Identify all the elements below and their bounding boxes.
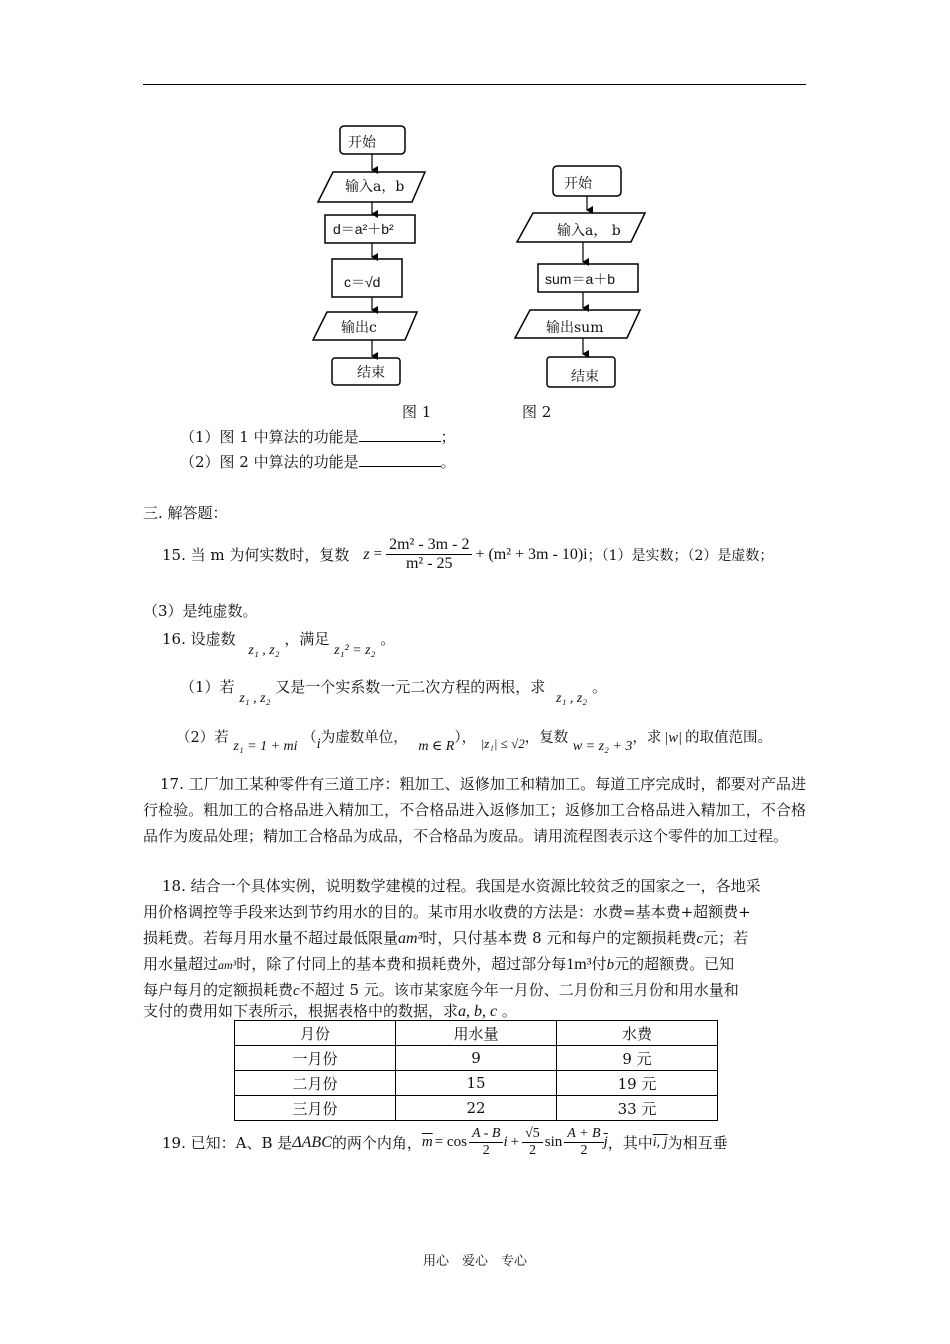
q19-frac-2	[522, 1126, 543, 1159]
q18-l4-1m3: 1m³	[566, 956, 592, 973]
q19-f1-num: A - B	[469, 1126, 504, 1143]
fc2-end-label: 结束	[571, 369, 599, 385]
q16-p2-complex: ，复数	[524, 730, 569, 746]
q15-numerator: 2m² - 3m - 2	[386, 536, 472, 555]
q14-line-1	[180, 426, 456, 447]
q16-end: 。	[380, 630, 396, 648]
table-row	[235, 1046, 718, 1071]
table-cell: 9	[396, 1046, 557, 1071]
q16-p2-end: 的取值范围。	[685, 730, 773, 746]
table-cell: 一月份	[235, 1046, 396, 1071]
q19-f3-num: A + B	[564, 1126, 603, 1143]
fc1-end-label: 结束	[357, 365, 385, 381]
answer-blank-2[interactable]	[359, 452, 441, 467]
table-row	[235, 1096, 718, 1121]
q16-line-1	[162, 628, 396, 658]
q16-p2-absw: |w|	[664, 730, 683, 746]
q19-eq-cos: = cos	[434, 1134, 467, 1150]
q14-line-1-end: ；	[440, 428, 456, 446]
q18-l4a: 用水量超过	[143, 955, 219, 973]
q19-f3-den: 2	[580, 1143, 588, 1158]
q19-line-1	[162, 1126, 728, 1159]
q19-plus: +	[510, 1134, 520, 1150]
table-cell: 9 元	[557, 1046, 718, 1071]
q15-eq: =	[373, 546, 383, 562]
q19-frac-1	[469, 1126, 504, 1159]
table-cell: 19 元	[557, 1071, 718, 1096]
q15-z: z	[363, 545, 370, 563]
q16-p2-z1: z₁ = 1 + mi	[233, 739, 298, 754]
table-header-cell: 水费	[557, 1021, 718, 1046]
fc2-output-label: 输出sum	[546, 320, 604, 336]
q16-condition: z₁² = z₂	[334, 643, 376, 658]
q19-triangle: ΔABC	[292, 1133, 332, 1151]
q18-l5-c: c	[293, 983, 300, 999]
q19-f2-den: 2	[528, 1143, 536, 1158]
q16-p1-end: 。	[591, 678, 607, 696]
water-fee-table	[234, 1020, 718, 1121]
q18-line-5	[143, 979, 739, 1000]
q18-l5b: 不超过 5 元。该市某家庭今年一月份、二月份和三月份和用水量和	[299, 981, 739, 999]
q19-mid: 的两个内角，	[331, 1134, 422, 1152]
table-cell: 33 元	[557, 1096, 718, 1121]
q18-l6b: 。	[497, 1002, 517, 1020]
q18-l4-b: b	[606, 957, 615, 973]
q16-p2-find: ，求	[632, 730, 662, 746]
answer-blank-1[interactable]	[359, 427, 441, 442]
q16-part-2	[176, 726, 773, 754]
q16-part-1	[180, 676, 607, 706]
section-3-heading: 三. 解答题：	[143, 504, 228, 522]
q18-line-6	[143, 1000, 517, 1021]
table-cell: 二月份	[235, 1071, 396, 1096]
q18-l4b: 时，除了付同上的基本费和损耗费外，超过部分每	[236, 955, 567, 973]
q15-lead: 15. 当 m 为何实数时，复数	[162, 546, 350, 564]
fc1-start-label: 开始	[348, 135, 376, 151]
q18-l3d: 元；若	[703, 929, 749, 947]
header-rule	[143, 84, 806, 85]
table-cell: 22	[396, 1096, 557, 1121]
q19-j: $\overline{j}$	[603, 1134, 608, 1150]
fc2-start-label: 开始	[564, 176, 592, 192]
q16-p2-i: i	[316, 736, 321, 752]
q15-denominator: m² - 25	[405, 555, 453, 572]
q16-p1-z2: z₁ , z₂	[556, 691, 588, 706]
q17-paragraph: 17. 工厂加工某种零件有三道工序：粗加工、返修加工和精加工。每道工序完成时，都要对产品进行检验。粗加工的合格品进入精加工，不合格品进入返修加工；返修加工合格品进入精加工，不合格品作为废品处理；精加工合格品为成品，不合格品为废品。请用流程图表示这个零件的加工过程。	[143, 775, 806, 845]
q16-z12: z₁ , z₂	[248, 643, 280, 658]
q16-p2-paren: （	[302, 730, 317, 746]
fc2-calc-label: sum＝a＋b	[545, 271, 616, 287]
q18-l3a: 损耗费。若每月用水量不超过最低限量	[143, 929, 399, 947]
q16-mid: ，满足	[284, 630, 330, 648]
q19-end: 为相互垂	[667, 1134, 728, 1152]
q15-line-1	[162, 536, 773, 573]
q18-l3-am3: am³	[398, 930, 423, 947]
q19-ij: i, j	[652, 1134, 668, 1150]
q16-p1-lead: （1）若	[180, 678, 235, 696]
flowchart-1	[300, 118, 450, 398]
q16-lead: 16. 设虚数	[162, 630, 236, 648]
q18-line-3	[143, 927, 748, 948]
fc1-calc-label: d＝a²＋b²	[333, 221, 394, 237]
q14-line-1-text: （1）图 1 中算法的功能是	[180, 428, 359, 446]
table-row	[235, 1071, 718, 1096]
q16-p1-mid: 又是一个实系数一元二次方程的两根，求	[275, 678, 546, 696]
q18-line-2: 用价格调控等手段来达到节约用水的目的。某市用水收费的方法是：水费=基本费+超额费+	[143, 903, 751, 921]
q19-f2-num: √5	[522, 1126, 543, 1143]
q19-frac-3	[564, 1126, 603, 1159]
table-header-cell: 月份	[235, 1021, 396, 1046]
q15-fraction	[386, 536, 472, 573]
fc1-output-label: 输出c	[341, 320, 377, 336]
q16-p2-close: ），	[454, 730, 477, 746]
q16-p2-lead: （2）若	[176, 730, 229, 746]
q19-f1-den: 2	[482, 1143, 490, 1158]
q19-vector-m: $\overline{m}$	[421, 1134, 433, 1150]
q16-p2-m: m ∈ R	[418, 739, 455, 754]
q19-lead: 19. 已知：A、B 是	[162, 1134, 293, 1152]
table-header-row	[235, 1021, 718, 1046]
table-header-cell: 用水量	[396, 1021, 557, 1046]
q19-i: i	[503, 1134, 508, 1150]
q18-l6a: 支付的费用如下表所示，根据表格中的数据，求	[143, 1002, 459, 1020]
q18-l4e: 元的超额费。已知	[614, 955, 735, 973]
q19-sin: sin	[544, 1134, 563, 1150]
q16-p2-unit: 为虚数单位，	[320, 730, 408, 746]
q14-line-2	[180, 451, 456, 472]
q14-line-2-end: 。	[440, 453, 456, 471]
q16-p1-z: z₁ , z₂	[239, 691, 271, 706]
fc1-input-label: 输入a，b	[345, 179, 405, 195]
q18-l4c: 付	[591, 955, 607, 973]
q15-line-2: （3）是纯虚数。	[143, 602, 258, 620]
figure-1-caption: 图 1	[402, 403, 432, 421]
q18-line-1: 18. 结合一个具体实例，说明数学建模的过程。我国是水资源比较贫乏的国家之一，各地采	[162, 877, 761, 895]
fc1-sqrt-label: c＝√d	[344, 274, 381, 290]
fc2-input-label: 输入a， b	[557, 223, 621, 239]
table-cell: 15	[396, 1071, 557, 1096]
q15-tail: ；（1）是实数；（2）是虚数；	[587, 547, 774, 564]
figure-2-caption: 图 2	[522, 403, 552, 421]
q15-imag-part: + (m² + 3m - 10)i	[475, 545, 588, 563]
page-footer: 用心 爱心 专心	[422, 1254, 527, 1269]
q14-line-2-text: （2）图 2 中算法的功能是	[180, 453, 359, 471]
q19-tail: ，其中	[607, 1134, 653, 1152]
q16-p2-w: w = z₂ + 3	[572, 739, 633, 754]
q18-l3b: 时，只付基本费 8 元和每户的定额损耗费	[422, 929, 697, 947]
q18-l6-abc: a, b, c	[458, 1003, 498, 1020]
q18-l3-c: c	[696, 931, 704, 947]
table-cell: 三月份	[235, 1096, 396, 1121]
q16-p2-abs: |z₁| ≤ √2	[480, 736, 525, 751]
q18-l4-am3: am³	[218, 958, 237, 972]
q18-line-4	[143, 953, 734, 974]
q18-l5a: 每户每月的定额损耗费	[143, 981, 294, 999]
